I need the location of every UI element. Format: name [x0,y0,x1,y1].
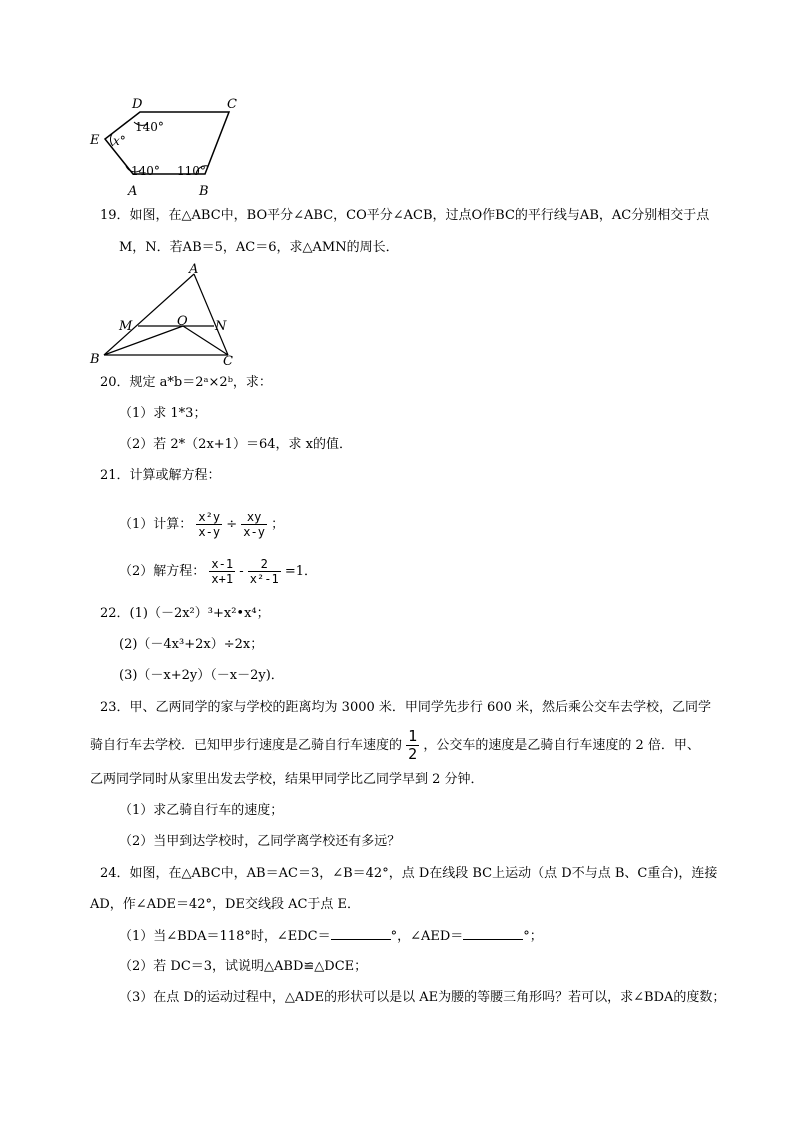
vertex-label: A [189,262,199,277]
problem-23-line-1: 23．甲、乙两同学的家与学校的距离均为 3000 米．甲同学先步行 600 米，然后乘公交车去学校，乙同学 [100,700,711,715]
problem-20-part-2: （2）若 2*（2x+1）＝64，求 x的值． [119,437,352,452]
problem-24-part-3: （3）在点 D的运动过程中，△ADE的形状可以是以 AE为腰的等腰三角形吗？若可以，求∠BDA的度数； [119,990,726,1005]
vertex-label: C [223,354,233,368]
operator: - [239,564,244,579]
operator: ÷ [226,517,238,532]
vertex-label: D [132,97,143,112]
problem-24-part-2: （2）若 DC＝3，试说明△ABD≌△DCE； [119,959,368,974]
problem-21-line-1: 21．计算或解方程： [100,468,221,483]
numerator: 2 [248,557,281,572]
vertex-label: C [227,97,237,112]
problem-24-part-1 [119,927,543,946]
problem-21-part-2 [119,552,317,592]
fraction [209,557,235,586]
denominator: x-y [243,525,265,539]
angle-label: x° [113,134,126,148]
problem-20-line-1: 20．规定 a*b＝2ᵃ×2ᵇ，求： [100,375,272,390]
part-label: （1）计算： [119,517,193,532]
fraction [241,510,267,539]
vertex-label: N [215,319,227,334]
text-segment: °，∠AED＝ [390,929,464,944]
problem-24-line-1: 24．如图，在△ABC中，AB＝AC＝3，∠B＝42°，点 D在线段 BC上运动（点 D不与点 B、C重合)，连接 [100,866,718,881]
answer-blank[interactable] [331,927,391,940]
vertex-label: M [119,319,133,334]
denominator: x²-1 [249,572,279,586]
fraction [248,557,281,586]
denominator: 2 [408,745,418,763]
angle-label: 110° [177,164,206,178]
problem-20-part-1: （1）求 1*3； [119,406,207,421]
text-segment: （1）当∠BDA＝118°时，∠EDC＝ [119,929,331,944]
problem-21-part-1 [119,505,284,545]
numerator: xy [241,510,267,525]
numerator: x²y [198,510,221,524]
vertex-label: B [90,352,100,367]
text-segment: ，公交车的速度是乙骑自行车速度的 2 倍．甲、 [423,738,700,753]
problem-22-part-1: 22．(1)（－2x²）³+x²•x⁴； [100,606,270,621]
denominator: x-y [198,525,221,539]
problem-24-line-2: AD，作∠ADE＝42°，DE交线段 AC于点 E． [90,897,361,912]
text-segment: °； [523,929,543,944]
vertex-label: E [90,133,100,148]
problem-19-line-2: M，N．若AB＝5，AC＝6，求△AMN的周长． [119,240,399,255]
answer-blank[interactable] [463,927,523,940]
vertex-label: B [199,184,209,199]
vertex-label: A [128,184,138,199]
problem-23-part-2: （2）当甲到达学校时，乙同学离学校还有多远？ [119,834,401,849]
problem-23-part-1: （1）求乙骑自行车的速度； [119,803,284,818]
problem-22-part-3: (3)（－x+2y）（－x－2y)． [119,668,284,683]
end-mark: ； [271,517,285,532]
denominator: x+1 [211,572,234,586]
text-segment: 骑自行车去学校．已知甲步行速度是乙骑自行车速度的 [90,738,403,753]
problem-19-line-1: 19．如图，在△ABC中，BO平分∠ABC，CO平分∠ACB，过点O作BC的平行线与AB，AC分别相交于点 [100,208,710,223]
problem-23-line-2 [90,726,700,766]
triangle-figure [88,262,248,368]
numerator: 1 [408,727,418,745]
numerator: x-1 [211,557,234,571]
angle-label: 140° [135,120,164,134]
end-mark: =1． [284,564,318,579]
vertex-label: O [177,314,188,329]
fraction [196,510,222,539]
problem-23-line-3: 乙两同学同时从家里出发去学校，结果甲同学比乙同学早到 2 分钟． [90,772,484,787]
part-label: （2）解方程： [119,564,206,579]
pentagon-figure [88,94,248,200]
angle-label: 140° [131,164,160,178]
fraction [406,728,419,763]
problem-22-part-2: (2)（－4x³+2x）÷2x； [119,637,264,652]
